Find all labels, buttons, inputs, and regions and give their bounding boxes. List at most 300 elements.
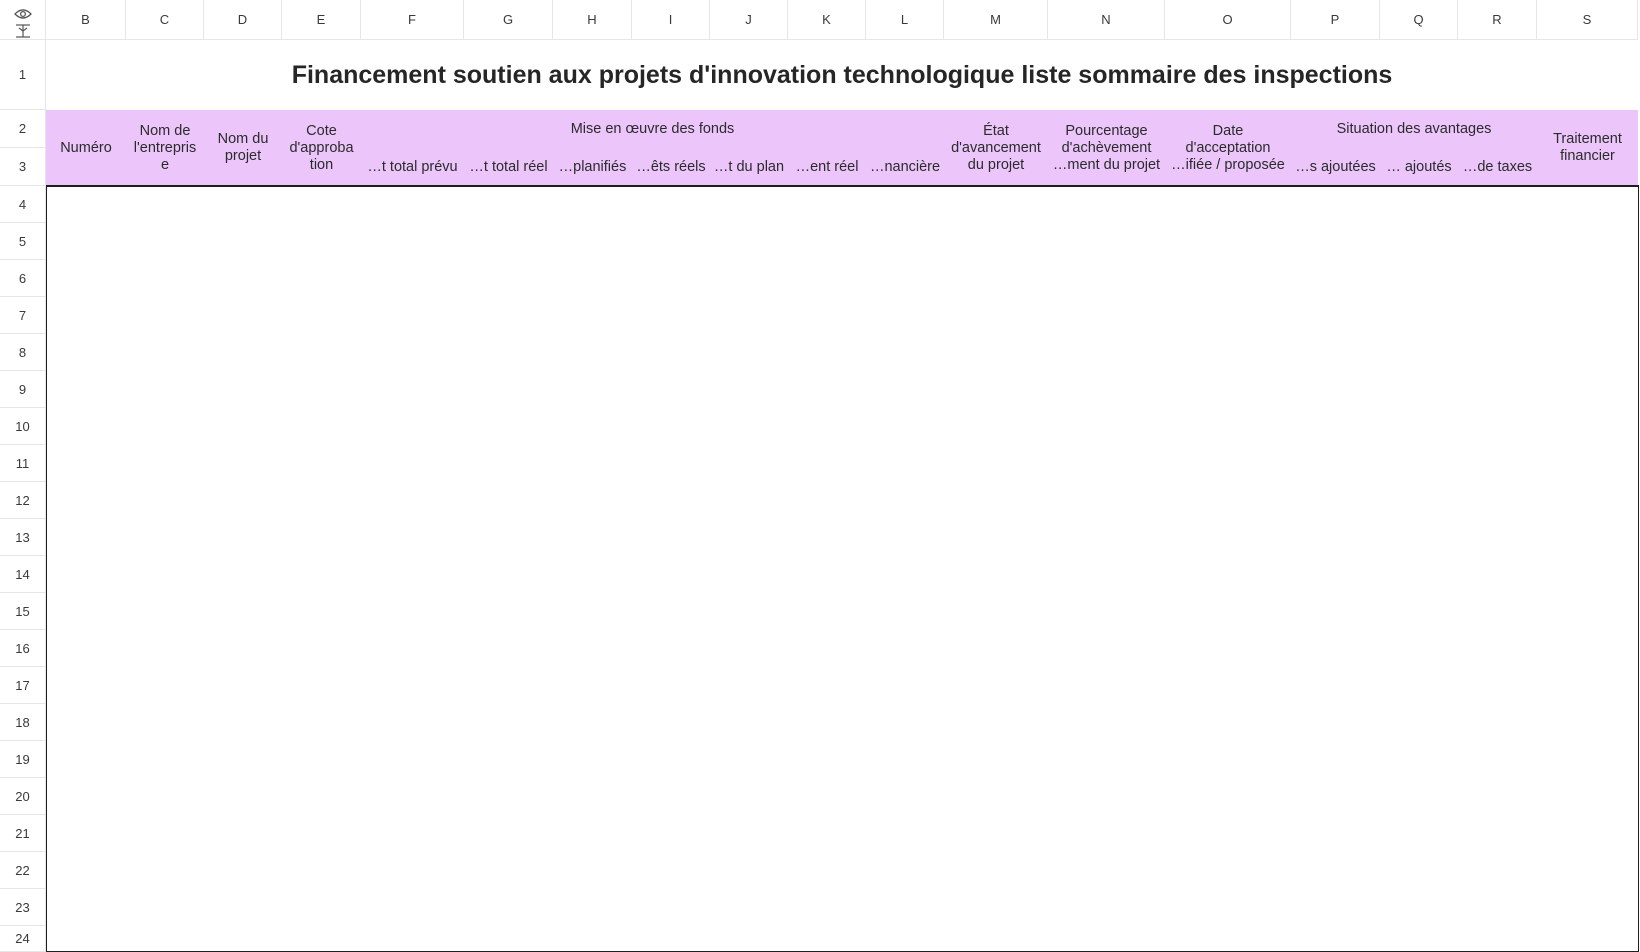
grid-cell[interactable] — [1291, 333, 1381, 371]
row-header-21[interactable]: 21 — [0, 815, 46, 852]
grid-cell[interactable] — [788, 740, 867, 778]
grid-cell[interactable] — [282, 259, 362, 297]
grid-cell[interactable] — [1458, 370, 1538, 408]
grid-cell[interactable] — [710, 555, 789, 593]
column-header-H[interactable]: H — [553, 0, 632, 40]
grid-cell[interactable] — [1165, 407, 1292, 445]
grid-cell[interactable] — [46, 888, 127, 926]
grid-cell[interactable] — [1458, 518, 1538, 556]
grid-cell[interactable] — [361, 592, 465, 630]
grid-cell[interactable] — [126, 333, 205, 371]
column-header-O[interactable]: O — [1165, 0, 1291, 40]
row-header-9[interactable]: 9 — [0, 371, 46, 408]
grid-cell[interactable] — [788, 333, 867, 371]
grid-cell[interactable] — [464, 777, 554, 815]
grid-cell[interactable] — [553, 444, 633, 482]
grid-cell[interactable] — [788, 814, 867, 852]
grid-cell[interactable] — [1165, 185, 1292, 223]
grid-cell[interactable] — [1537, 592, 1639, 630]
grid-cell[interactable] — [282, 296, 362, 334]
grid-cell[interactable] — [632, 592, 711, 630]
grid-cell[interactable] — [126, 777, 205, 815]
subheader-L[interactable]: …nancière — [866, 148, 944, 186]
grid-cell[interactable] — [1291, 666, 1381, 704]
grid-cell[interactable] — [553, 185, 633, 223]
grid-cell[interactable] — [204, 814, 283, 852]
corner-cell[interactable] — [0, 0, 46, 40]
grid-cell[interactable] — [1048, 555, 1166, 593]
grid-cell[interactable] — [46, 814, 127, 852]
grid-cell[interactable] — [1380, 296, 1459, 334]
grid-cell[interactable] — [282, 222, 362, 260]
grid-cell[interactable] — [1165, 888, 1292, 926]
grid-cell[interactable] — [282, 370, 362, 408]
grid-cell[interactable] — [46, 925, 127, 952]
header-traitement[interactable]: Traitement financier — [1537, 110, 1638, 186]
grid-cell[interactable] — [126, 518, 205, 556]
grid-cell[interactable] — [1291, 777, 1381, 815]
grid-cell[interactable] — [1458, 703, 1538, 741]
grid-cell[interactable] — [361, 481, 465, 519]
grid-cell[interactable] — [126, 481, 205, 519]
grid-cell[interactable] — [944, 296, 1049, 334]
grid-cell[interactable] — [788, 666, 867, 704]
grid-cell[interactable] — [553, 666, 633, 704]
grid-cell[interactable] — [1165, 481, 1292, 519]
grid-cell[interactable] — [866, 370, 945, 408]
grid-cell[interactable] — [1380, 740, 1459, 778]
grid-cell[interactable] — [1380, 592, 1459, 630]
grid-cell[interactable] — [464, 518, 554, 556]
grid-cell[interactable] — [204, 518, 283, 556]
grid-cell[interactable] — [204, 296, 283, 334]
grid-cell[interactable] — [361, 259, 465, 297]
column-header-D[interactable]: D — [204, 0, 282, 40]
grid-cell[interactable] — [46, 259, 127, 297]
grid-cell[interactable] — [553, 259, 633, 297]
grid-cell[interactable] — [282, 888, 362, 926]
grid-cell[interactable] — [632, 629, 711, 667]
grid-cell[interactable] — [1380, 185, 1459, 223]
grid-cell[interactable] — [632, 407, 711, 445]
grid-cell[interactable] — [944, 481, 1049, 519]
grid-cell[interactable] — [944, 555, 1049, 593]
grid-cell[interactable] — [1458, 185, 1538, 223]
grid-cell[interactable] — [282, 740, 362, 778]
grid-cell[interactable] — [464, 481, 554, 519]
grid-cell[interactable] — [1291, 185, 1381, 223]
grid-cell[interactable] — [1048, 222, 1166, 260]
grid-cell[interactable] — [944, 925, 1049, 952]
grid-cell[interactable] — [1048, 518, 1166, 556]
grid-cell[interactable] — [788, 518, 867, 556]
row-header-10[interactable]: 10 — [0, 408, 46, 445]
grid-cell[interactable] — [361, 629, 465, 667]
grid-cell[interactable] — [46, 222, 127, 260]
grid-cell[interactable] — [944, 518, 1049, 556]
grid-cell[interactable] — [710, 370, 789, 408]
grid-cell[interactable] — [1380, 259, 1459, 297]
grid-cell[interactable] — [866, 481, 945, 519]
grid-cell[interactable] — [632, 925, 711, 952]
grid-cell[interactable] — [204, 925, 283, 952]
grid-cell[interactable] — [788, 703, 867, 741]
grid-cell[interactable] — [1458, 333, 1538, 371]
grid-cell[interactable] — [282, 851, 362, 889]
grid-cell[interactable] — [788, 222, 867, 260]
column-header-K[interactable]: K — [788, 0, 866, 40]
grid-cell[interactable] — [464, 185, 554, 223]
grid-cell[interactable] — [866, 333, 945, 371]
grid-cell[interactable] — [944, 666, 1049, 704]
grid-cell[interactable] — [553, 814, 633, 852]
row-header-6[interactable]: 6 — [0, 260, 46, 297]
grid-cell[interactable] — [1291, 703, 1381, 741]
grid-cell[interactable] — [1165, 814, 1292, 852]
grid-cell[interactable] — [282, 592, 362, 630]
grid-cell[interactable] — [1165, 592, 1292, 630]
grid-cell[interactable] — [1537, 740, 1639, 778]
grid-cell[interactable] — [710, 777, 789, 815]
grid-cell[interactable] — [464, 629, 554, 667]
grid-cell[interactable] — [710, 444, 789, 482]
row-header-1[interactable]: 1 — [0, 40, 46, 110]
header-mise-en-oeuvre[interactable]: Mise en œuvre des fonds — [361, 110, 944, 148]
grid-cell[interactable] — [866, 851, 945, 889]
subheader-F[interactable]: …t total prévu — [361, 148, 464, 186]
grid-cell[interactable] — [710, 814, 789, 852]
grid-cell[interactable] — [204, 629, 283, 667]
grid-cell[interactable] — [944, 629, 1049, 667]
grid-cell[interactable] — [204, 222, 283, 260]
grid-cell[interactable] — [204, 333, 283, 371]
grid-cell[interactable] — [1165, 666, 1292, 704]
grid-cell[interactable] — [1380, 407, 1459, 445]
grid-cell[interactable] — [1291, 740, 1381, 778]
row-header-12[interactable]: 12 — [0, 482, 46, 519]
grid-cell[interactable] — [710, 259, 789, 297]
subheader-H[interactable]: …planifiés — [553, 148, 632, 186]
grid-cell[interactable] — [126, 925, 205, 952]
column-header-Q[interactable]: Q — [1380, 0, 1458, 40]
subheader-I[interactable]: …êts réels — [632, 148, 710, 186]
row-header-22[interactable]: 22 — [0, 852, 46, 889]
grid-cell[interactable] — [788, 296, 867, 334]
grid-cell[interactable] — [126, 407, 205, 445]
column-header-M[interactable]: M — [944, 0, 1048, 40]
grid-cell[interactable] — [1458, 925, 1538, 952]
grid-cell[interactable] — [632, 518, 711, 556]
row-header-18[interactable]: 18 — [0, 704, 46, 741]
grid-cell[interactable] — [1048, 666, 1166, 704]
row-header-2[interactable]: 2 — [0, 110, 46, 148]
grid-cell[interactable] — [1537, 259, 1639, 297]
grid-cell[interactable] — [1537, 370, 1639, 408]
grid-cell[interactable] — [1537, 333, 1639, 371]
grid-cell[interactable] — [1165, 333, 1292, 371]
grid-cell[interactable] — [464, 259, 554, 297]
grid-cell[interactable] — [1165, 851, 1292, 889]
grid-cell[interactable] — [126, 740, 205, 778]
grid-cell[interactable] — [944, 185, 1049, 223]
grid-cell[interactable] — [1537, 629, 1639, 667]
grid-cell[interactable] — [1291, 555, 1381, 593]
row-header-19[interactable]: 19 — [0, 741, 46, 778]
grid-cell[interactable] — [1380, 444, 1459, 482]
grid-cell[interactable] — [361, 740, 465, 778]
grid-cell[interactable] — [553, 333, 633, 371]
grid-cell[interactable] — [788, 925, 867, 952]
grid-cell[interactable] — [1458, 814, 1538, 852]
grid-cell[interactable] — [866, 740, 945, 778]
grid-cell[interactable] — [282, 185, 362, 223]
grid-cell[interactable] — [866, 925, 945, 952]
grid-cell[interactable] — [204, 851, 283, 889]
grid-cell[interactable] — [1380, 703, 1459, 741]
grid-cell[interactable] — [46, 740, 127, 778]
grid-cell[interactable] — [944, 777, 1049, 815]
grid-cell[interactable] — [1048, 370, 1166, 408]
grid-cell[interactable] — [1537, 518, 1639, 556]
header-situation[interactable]: Situation des avantages — [1291, 110, 1537, 148]
grid-cell[interactable] — [710, 629, 789, 667]
grid-cell[interactable] — [866, 222, 945, 260]
grid-cell[interactable] — [944, 407, 1049, 445]
grid-cell[interactable] — [710, 185, 789, 223]
grid-cell[interactable] — [788, 481, 867, 519]
grid-cell[interactable] — [282, 814, 362, 852]
grid-cell[interactable] — [710, 925, 789, 952]
grid-cell[interactable] — [553, 740, 633, 778]
grid-cell[interactable] — [1291, 518, 1381, 556]
row-header-20[interactable]: 20 — [0, 778, 46, 815]
grid-cell[interactable] — [282, 333, 362, 371]
header-cote[interactable]: Cote d'approba tion — [282, 110, 361, 186]
grid-cell[interactable] — [553, 407, 633, 445]
grid-cell[interactable] — [1048, 740, 1166, 778]
grid-cell[interactable] — [710, 703, 789, 741]
grid-cell[interactable] — [710, 481, 789, 519]
row-header-24[interactable]: 24 — [0, 926, 46, 952]
grid-cell[interactable] — [126, 444, 205, 482]
grid-cell[interactable] — [710, 407, 789, 445]
grid-cell[interactable] — [944, 370, 1049, 408]
grid-cell[interactable] — [464, 814, 554, 852]
grid-cell[interactable] — [553, 555, 633, 593]
row-header-3[interactable]: 3 — [0, 148, 46, 186]
grid-cell[interactable] — [126, 259, 205, 297]
grid-cell[interactable] — [361, 222, 465, 260]
grid-cell[interactable] — [710, 666, 789, 704]
grid-cell[interactable] — [1291, 814, 1381, 852]
grid-cell[interactable] — [1291, 370, 1381, 408]
grid-cell[interactable] — [866, 259, 945, 297]
header-nom-entreprise[interactable]: Nom de l'entrepris e — [126, 110, 204, 186]
grid-cell[interactable] — [1291, 407, 1381, 445]
grid-cell[interactable] — [1458, 888, 1538, 926]
grid-cell[interactable] — [944, 222, 1049, 260]
grid-cell[interactable] — [1458, 666, 1538, 704]
grid-cell[interactable] — [204, 444, 283, 482]
grid-cell[interactable] — [282, 629, 362, 667]
grid-cell[interactable] — [710, 333, 789, 371]
grid-cell[interactable] — [1165, 518, 1292, 556]
column-header-N[interactable]: N — [1048, 0, 1165, 40]
grid-cell[interactable] — [1048, 814, 1166, 852]
column-header-J[interactable]: J — [710, 0, 788, 40]
grid-cell[interactable] — [282, 925, 362, 952]
column-header-L[interactable]: L — [866, 0, 944, 40]
grid-cell[interactable] — [361, 333, 465, 371]
grid-cell[interactable] — [204, 740, 283, 778]
grid-cell[interactable] — [1537, 703, 1639, 741]
grid-cell[interactable] — [944, 740, 1049, 778]
grid-cell[interactable] — [361, 666, 465, 704]
grid-cell[interactable] — [1537, 925, 1639, 952]
grid-cell[interactable] — [46, 518, 127, 556]
grid-cell[interactable] — [944, 444, 1049, 482]
grid-cell[interactable] — [361, 370, 465, 408]
row-header-5[interactable]: 5 — [0, 223, 46, 260]
grid-cell[interactable] — [46, 555, 127, 593]
grid-cell[interactable] — [1165, 777, 1292, 815]
grid-cell[interactable] — [1291, 296, 1381, 334]
grid-cell[interactable] — [1537, 851, 1639, 889]
grid-cell[interactable] — [204, 592, 283, 630]
grid-cell[interactable] — [204, 666, 283, 704]
grid-cell[interactable] — [1291, 925, 1381, 952]
grid-cell[interactable] — [788, 777, 867, 815]
grid-cell[interactable] — [710, 851, 789, 889]
grid-cell[interactable] — [464, 296, 554, 334]
grid-cell[interactable] — [282, 555, 362, 593]
grid-cell[interactable] — [1048, 777, 1166, 815]
grid-cell[interactable] — [46, 703, 127, 741]
grid-cell[interactable] — [553, 888, 633, 926]
grid-cell[interactable] — [282, 481, 362, 519]
grid-cell[interactable] — [204, 481, 283, 519]
column-header-P[interactable]: P — [1291, 0, 1380, 40]
grid-cell[interactable] — [553, 851, 633, 889]
grid-cell[interactable] — [1380, 777, 1459, 815]
grid-cell[interactable] — [282, 777, 362, 815]
grid-cell[interactable] — [1537, 481, 1639, 519]
column-header-S[interactable]: S — [1537, 0, 1638, 40]
grid-cell[interactable] — [1380, 481, 1459, 519]
grid-cell[interactable] — [361, 555, 465, 593]
grid-cell[interactable] — [710, 740, 789, 778]
grid-cell[interactable] — [553, 629, 633, 667]
grid-cell[interactable] — [553, 592, 633, 630]
grid-cell[interactable] — [204, 370, 283, 408]
header-numero[interactable]: Numéro — [46, 110, 126, 186]
grid-cell[interactable] — [866, 518, 945, 556]
grid-cell[interactable] — [1537, 407, 1639, 445]
grid-cell[interactable] — [1048, 592, 1166, 630]
grid-cell[interactable] — [788, 888, 867, 926]
grid-cell[interactable] — [204, 888, 283, 926]
grid-cell[interactable] — [944, 592, 1049, 630]
grid-cell[interactable] — [464, 370, 554, 408]
grid-cell[interactable] — [282, 518, 362, 556]
grid-cell[interactable] — [710, 222, 789, 260]
grid-cell[interactable] — [1458, 629, 1538, 667]
grid-cell[interactable] — [1458, 777, 1538, 815]
grid-cell[interactable] — [464, 222, 554, 260]
grid-cell[interactable] — [282, 444, 362, 482]
grid-cell[interactable] — [1380, 851, 1459, 889]
grid-cell[interactable] — [1165, 222, 1292, 260]
grid-cell[interactable] — [464, 555, 554, 593]
grid-cell[interactable] — [204, 703, 283, 741]
grid-cell[interactable] — [464, 888, 554, 926]
column-header-R[interactable]: R — [1458, 0, 1537, 40]
grid-cell[interactable] — [1165, 296, 1292, 334]
grid-cell[interactable] — [1165, 629, 1292, 667]
grid-cell[interactable] — [1291, 629, 1381, 667]
grid-cell[interactable] — [944, 703, 1049, 741]
grid-cell[interactable] — [632, 703, 711, 741]
grid-cell[interactable] — [126, 814, 205, 852]
grid-cell[interactable] — [632, 666, 711, 704]
grid-cell[interactable] — [361, 777, 465, 815]
grid-cell[interactable] — [553, 370, 633, 408]
grid-cell[interactable] — [361, 185, 465, 223]
column-header-G[interactable]: G — [464, 0, 553, 40]
grid-cell[interactable] — [866, 777, 945, 815]
grid-cell[interactable] — [204, 777, 283, 815]
grid-cell[interactable] — [361, 851, 465, 889]
row-header-16[interactable]: 16 — [0, 630, 46, 667]
grid-cell[interactable] — [1291, 222, 1381, 260]
grid-cell[interactable] — [361, 925, 465, 952]
grid-cell[interactable] — [464, 851, 554, 889]
grid-cell[interactable] — [1537, 814, 1639, 852]
row-header-4[interactable]: 4 — [0, 186, 46, 223]
grid-cell[interactable] — [553, 222, 633, 260]
grid-cell[interactable] — [866, 296, 945, 334]
grid-cell[interactable] — [126, 592, 205, 630]
row-header-17[interactable]: 17 — [0, 667, 46, 704]
grid-cell[interactable] — [282, 666, 362, 704]
grid-cell[interactable] — [1380, 555, 1459, 593]
grid-cell[interactable] — [46, 666, 127, 704]
row-header-7[interactable]: 7 — [0, 297, 46, 334]
grid-cell[interactable] — [1458, 740, 1538, 778]
grid-cell[interactable] — [46, 481, 127, 519]
grid-cell[interactable] — [553, 296, 633, 334]
grid-cell[interactable] — [1291, 888, 1381, 926]
row-header-8[interactable]: 8 — [0, 334, 46, 371]
column-header-F[interactable]: F — [361, 0, 464, 40]
subheader-K[interactable]: …ent réel — [788, 148, 866, 186]
grid-cell[interactable] — [126, 370, 205, 408]
grid-cell[interactable] — [361, 444, 465, 482]
grid-cell[interactable] — [1537, 666, 1639, 704]
grid-cell[interactable] — [1537, 444, 1639, 482]
grid-cell[interactable] — [1165, 925, 1292, 952]
grid-cell[interactable] — [1048, 481, 1166, 519]
grid-cell[interactable] — [1458, 555, 1538, 593]
grid-cell[interactable] — [710, 518, 789, 556]
header-nom-projet[interactable]: Nom du projet — [204, 110, 282, 186]
grid-cell[interactable] — [1537, 296, 1639, 334]
grid-cell[interactable] — [1291, 444, 1381, 482]
grid-cell[interactable] — [361, 518, 465, 556]
grid-cell[interactable] — [46, 185, 127, 223]
grid-cell[interactable] — [464, 444, 554, 482]
grid-cell[interactable] — [944, 888, 1049, 926]
